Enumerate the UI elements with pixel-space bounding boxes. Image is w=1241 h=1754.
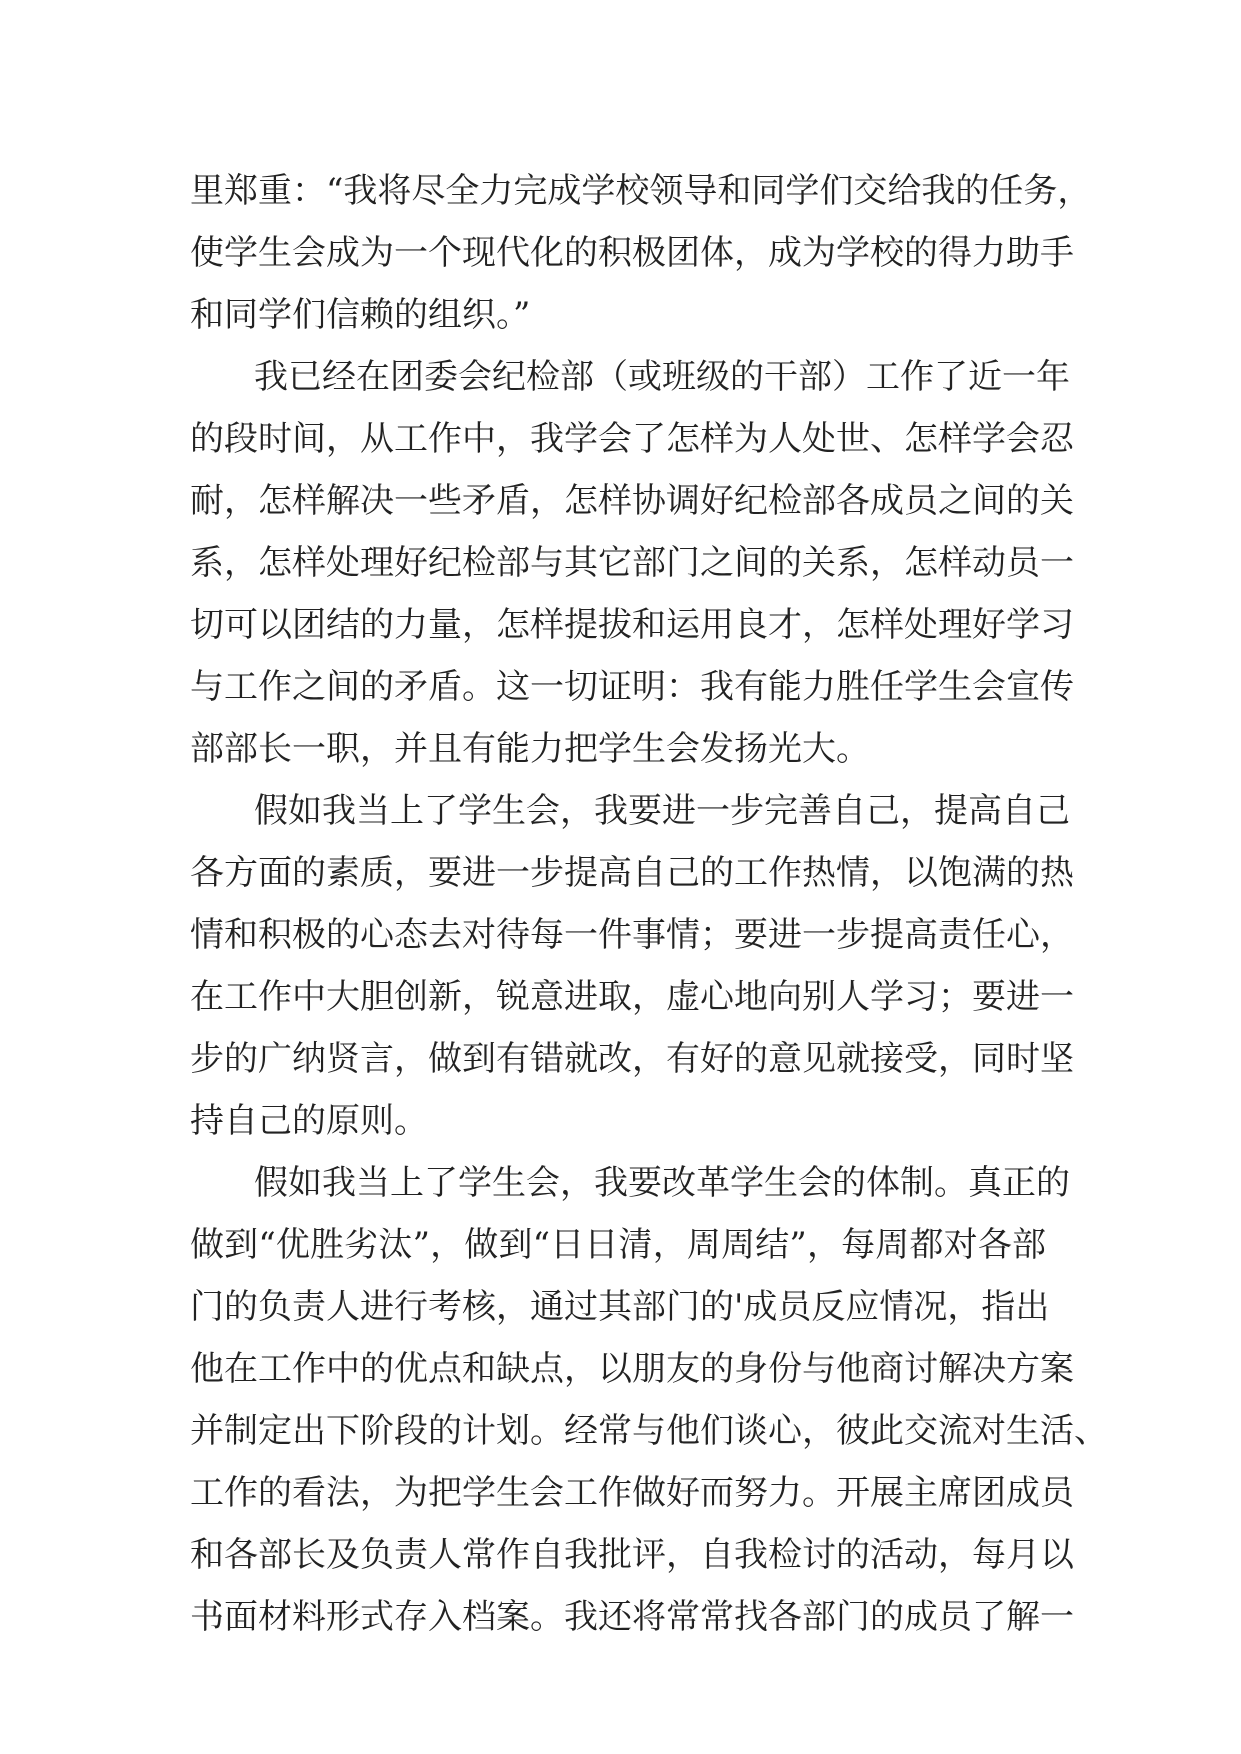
text-line: 我已经在团委会纪检部（或班级的干部）工作了近一年 bbox=[254, 357, 1070, 397]
paragraph-3 bbox=[190, 780, 1074, 1152]
text-line: 持自己的原则。 bbox=[190, 1101, 428, 1141]
text-line: 切可以团结的力量，怎样提拔和运用良才，怎样处理好学习 bbox=[190, 605, 1074, 645]
text-line: 假如我当上了学生会，我要进一步完善自己，提高自己 bbox=[254, 791, 1070, 831]
text-line: 情和积极的心态去对待每一件事情；要进一步提高责任心， bbox=[190, 915, 1074, 955]
text-line: 门的负责人进行考核，通过其部门的'成员反应情况，指出 bbox=[190, 1287, 1050, 1327]
text-line: 并制定出下阶段的计划。经常与他们谈心，彼此交流对生活、 bbox=[190, 1411, 1108, 1451]
text-line: 他在工作中的优点和缺点，以朋友的身份与他商讨解决方案 bbox=[190, 1349, 1074, 1389]
text-line: 耐，怎样解决一些矛盾，怎样协调好纪检部各成员之间的关 bbox=[190, 481, 1074, 521]
document-body bbox=[190, 160, 1108, 1648]
text-line: 和同学们信赖的组织。” bbox=[190, 295, 531, 335]
text-line: 步的广纳贤言，做到有错就改，有好的意见就接受，同时坚 bbox=[190, 1039, 1074, 1079]
text-line: 假如我当上了学生会，我要改革学生会的体制。真正的 bbox=[254, 1163, 1070, 1203]
text-line: 部部长一职，并且有能力把学生会发扬光大。 bbox=[190, 729, 870, 769]
text-line: 与工作之间的矛盾。这一切证明：我有能力胜任学生会宣传 bbox=[190, 667, 1074, 707]
paragraph-4 bbox=[190, 1152, 1108, 1648]
text-line: 里郑重：“我将尽全力完成学校领导和同学们交给我的任务， bbox=[190, 171, 1092, 211]
text-line: 的段时间，从工作中，我学会了怎样为人处世、怎样学会忍 bbox=[190, 419, 1074, 459]
text-line: 各方面的素质，要进一步提高自己的工作热情，以饱满的热 bbox=[190, 853, 1074, 893]
text-line: 在工作中大胆创新，锐意进取，虚心地向别人学习；要进一 bbox=[190, 977, 1074, 1017]
text-line: 和各部长及负责人常作自我批评，自我检讨的活动，每月以 bbox=[190, 1535, 1074, 1575]
text-line: 工作的看法，为把学生会工作做好而努力。开展主席团成员 bbox=[190, 1473, 1074, 1513]
text-line: 书面材料形式存入档案。我还将常常找各部门的成员了解一 bbox=[190, 1597, 1074, 1637]
paragraph-1 bbox=[190, 160, 1092, 346]
text-line: 使学生会成为一个现代化的积极团体，成为学校的得力助手 bbox=[190, 233, 1074, 273]
paragraph-2 bbox=[190, 346, 1074, 780]
text-line: 系，怎样处理好纪检部与其它部门之间的关系，怎样动员一 bbox=[190, 543, 1074, 583]
text-line: 做到“优胜劣汰”，做到“日日清，周周结”，每周都对各部 bbox=[190, 1225, 1046, 1265]
